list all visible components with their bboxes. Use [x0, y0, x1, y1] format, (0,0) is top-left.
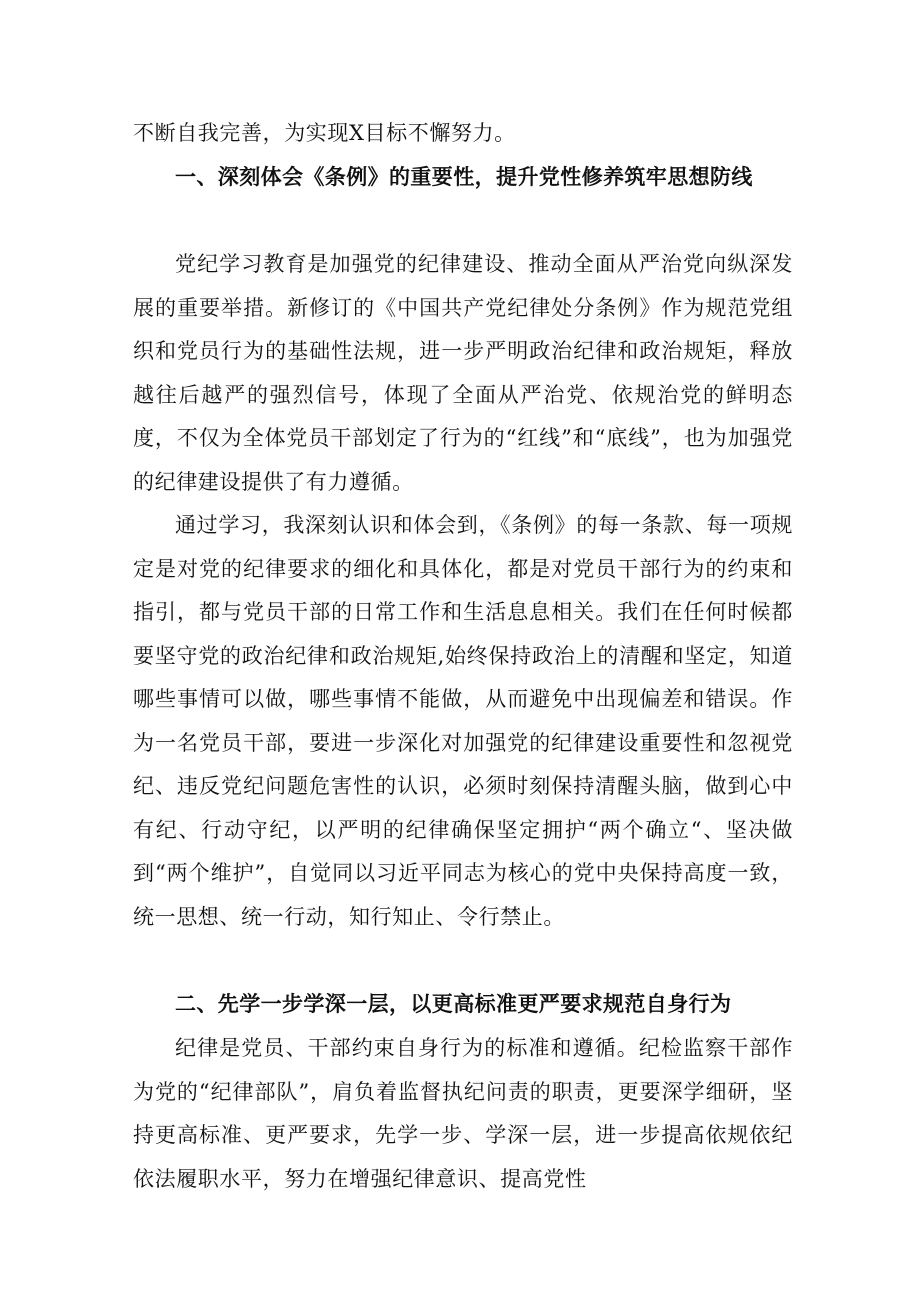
section-2-heading-text: 二、先学一步学深一层，以更高标准更严要求规范自身行为	[175, 992, 732, 1016]
section-2-paragraph-1: 纪律是党员、干部约束自身行为的标准和遵循。纪检监察干部作为党的“纪律部队”，肩负着监督执纪问责的职责，更要深学细研，坚持更高标准、更严要求，先学一步、学深一层，进一步提高依规依纪依法履职水平，努力在增强纪律意识、提高党性	[133, 1036, 793, 1191]
continuation-text	[133, 112, 793, 156]
continuation-paragraph: 不断自我完善，为实现X目标不懈努力。	[133, 121, 516, 145]
section-1-paragraph-1: 党纪学习教育是加强党的纪律建设、推动全面从严治党向纵深发展的重要举措。新修订的《中国共产党纪律处分条例》作为规范党组织和党员行为的基础性法规，进一步严明政治纪律和政治规矩，释放越往后越严的强烈信号，体现了全面从严治党、依规治党的鲜明态度，不仅为全体党员干部划定了行为的“红线”和“底线”，也为加强党的纪律建设提供了有力遵循。	[133, 252, 793, 494]
section-2-body	[133, 1027, 793, 1201]
section-1-heading	[133, 156, 793, 200]
section-1-body	[133, 243, 793, 939]
section-1-heading-text: 一、深刻体会《条例》的重要性，提升党性修养筑牢思想防线	[175, 165, 753, 189]
section-2-heading	[133, 983, 793, 1027]
section-1-paragraph-2: 通过学习，我深刻认识和体会到，《条例》的每一条款、每一项规定是对党的纪律要求的细化和具体化，都是对党员干部行为的约束和指引，都与党员干部的日常工作和生活息息相关。我们在任何时候都要坚守党的政治纪律和政治规矩,始终保持政治上的清醒和坚定，知道哪些事情可以做，哪些事情不能做，从而避免中出现偏差和错误。作为一名党员干部，要进一步深化对加强党的纪律建设重要性和忽视党纪、违反党纪问题危害性的认识，必须时刻保持清醒头脑，做到心中有纪、行动守纪，以严明的纪律确保坚定拥护“两个确立“、坚决做到“两个维护”，自觉同以习近平同志为核心的党中央保持高度一致，统一思想、统一行动，知行知止、令行禁止。	[133, 513, 793, 929]
